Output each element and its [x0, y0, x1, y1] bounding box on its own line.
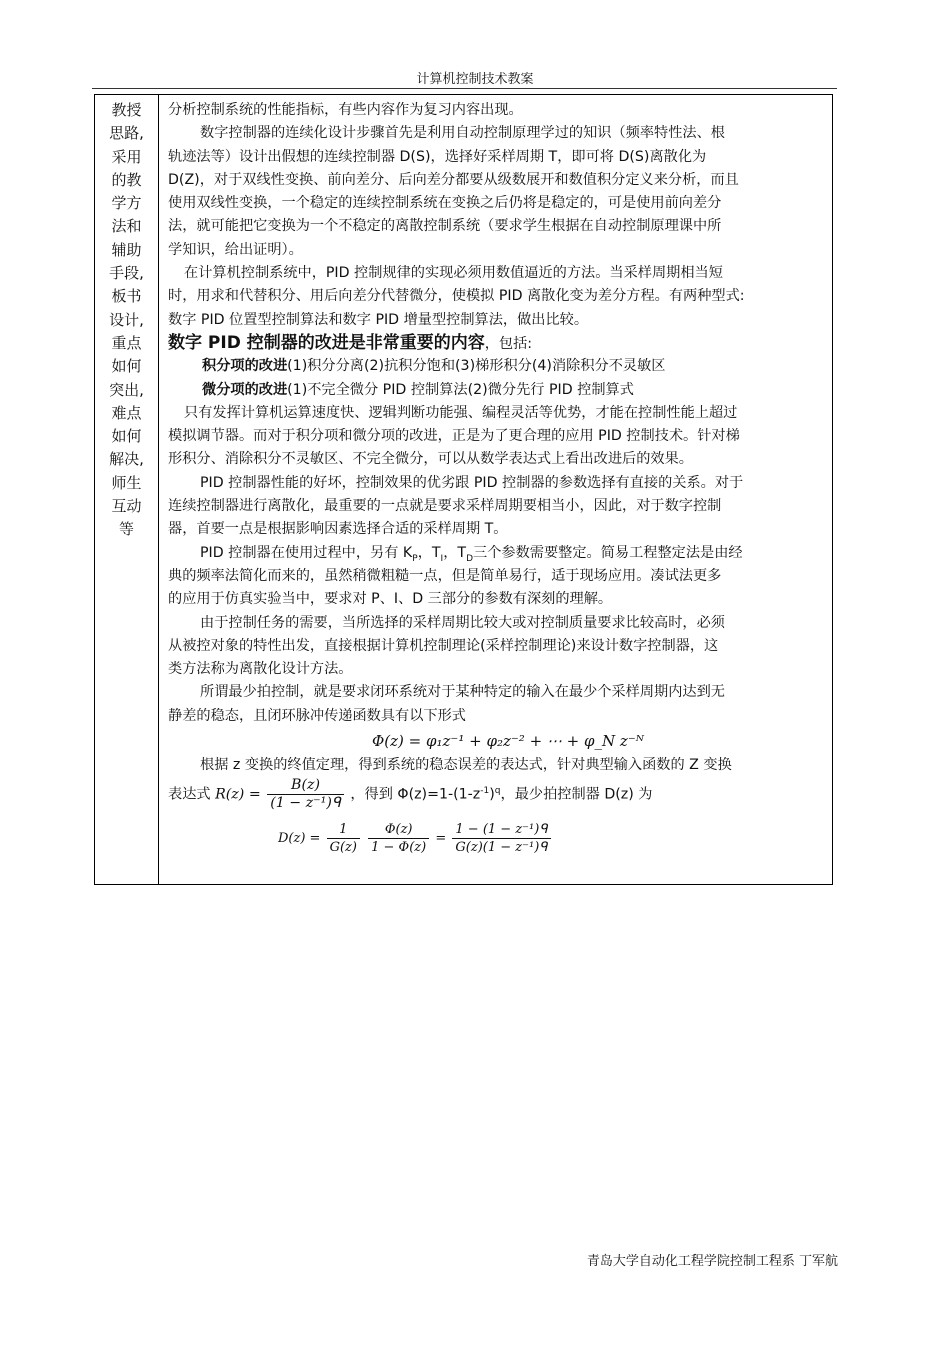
- row-label-line: 重点: [111, 333, 142, 352]
- text-line: 分析控制系统的性能指标，有些内容作为复习内容出现。: [168, 102, 523, 118]
- text-span: PID 控制器在使用过程中，另有 K: [200, 544, 413, 561]
- column-divider: [158, 95, 159, 884]
- text-line: 时，用求和代替积分、用后向差分代替微分，使模拟 PID 离散化变为差分方程。有两种型式:: [168, 288, 745, 305]
- text-line: 类方法称为离散化设计方法。: [168, 661, 353, 678]
- text-line: 数字控制器的连续化设计步骤首先是利用自动控制原理学过的知识（频率特性法、根: [200, 125, 725, 142]
- text-span: ，得到 Φ(z)=1-(1-z: [350, 786, 481, 803]
- row-label-column: [95, 99, 158, 542]
- row-label-line: 等: [118, 520, 134, 539]
- text-span: ，T: [443, 544, 467, 561]
- equals-sign: =: [435, 831, 447, 847]
- numerator: Φ(z): [368, 821, 429, 839]
- dz-lhs: D(z) =: [278, 831, 321, 847]
- improvement-heading: [168, 332, 828, 355]
- rz-fraction: [267, 777, 344, 812]
- lesson-table: [94, 94, 833, 885]
- text-line: 轨迹法等）设计出假想的连续控制器 D(S)，选择好采样周期 T，即可将 D(S)离散化为: [168, 148, 707, 165]
- text-line: 所谓最少拍控制，就是要求闭环系统对于某种特定的输入在最少个采样周期内达到无: [200, 684, 725, 701]
- denominator: 1 − Φ(z): [371, 840, 427, 856]
- text-line: 连续控制器进行离散化，最重要的一点就是要求采样周期要相当小，因此，对于数字控制: [168, 498, 722, 515]
- denominator: G(z): [329, 840, 357, 856]
- pid-params-line: [168, 542, 828, 565]
- text-span: 表达式: [168, 786, 211, 803]
- derivative-improvement-label: 微分项的改进: [202, 381, 288, 398]
- row-label-line: 板书: [111, 287, 142, 306]
- numerator: 1 − (1 − z⁻¹)ᑫ: [452, 821, 550, 839]
- text-line: 静差的稳态，且闭环脉冲传递函数具有以下形式: [168, 707, 466, 724]
- input-transform-line: [168, 777, 828, 811]
- row-label-line: 教授: [111, 101, 142, 119]
- dz-fraction-1: [327, 821, 360, 856]
- text-line: 使用双线性变换，一个稳定的连续控制系统在变换之后仍将是稳定的，可是使用前向差分: [168, 195, 722, 212]
- td-subscript: D: [466, 553, 473, 564]
- row-label-line: 手段,: [109, 264, 144, 283]
- row-label-line: 辅助: [111, 240, 142, 259]
- page-header: 计算机控制技术教案: [416, 72, 534, 87]
- text-line: 法，就可能把它变换为一个不稳定的离散控制系统（要求学生根据在自动控制原理课中所: [168, 218, 722, 235]
- derivative-improvement-items: (1)不完全微分 PID 控制算法(2)微分先行 PID 控制算式: [287, 381, 634, 398]
- row-label-line: 互动: [111, 497, 142, 516]
- page-footer: 青岛大学自动化工程学院控制工程系 丁军航: [586, 1254, 838, 1269]
- text-line: 在计算机控制系统中，PID 控制规律的实现必须用数值逼近的方法。当采样周期相当短: [184, 265, 723, 282]
- kp-subscript: P: [412, 553, 418, 564]
- row-label-line: 学方: [111, 194, 142, 213]
- text-line: 典的频率法简化而来的，虽然稍微粗糙一点，但是简单易行，适于现场应用。凑试法更多: [168, 567, 722, 584]
- header-rule: [92, 88, 837, 89]
- row-label-line: 法和: [111, 217, 142, 236]
- text-line: 的应用于仿真实验当中，要求对 P、I、D 三部分的参数有深刻的理解。: [168, 591, 613, 608]
- text-line: 学知识，给出证明）。: [168, 241, 303, 258]
- exponent: -1: [480, 786, 490, 797]
- text-span: 三个参数需要整定。简易工程整定法是由经: [473, 544, 743, 561]
- controller-formula: [168, 811, 828, 867]
- dz-fraction-3: [452, 821, 550, 856]
- rz-denominator: (1 − z⁻¹)ᑫ: [270, 795, 341, 812]
- improvement-heading-bold: 数字 PID 控制器的改进是非常重要的内容: [168, 332, 485, 353]
- text-line: 器，首要一点是根据影响因素选择合适的采样周期 T。: [168, 521, 508, 538]
- derivative-improvement-line: [168, 379, 828, 402]
- exponent: q: [494, 786, 501, 797]
- integral-improvement-items: (1)积分分离(2)抗积分饱和(3)梯形积分(4)消除积分不灵敏区: [287, 358, 666, 375]
- row-label-line: 如何: [111, 427, 142, 446]
- row-label-line: 如何: [111, 357, 142, 376]
- rz-lhs: R(z) =: [215, 786, 261, 803]
- row-label-line: 突出,: [109, 380, 144, 399]
- text-line: 从被控对象的特性出发，直接根据计算机控制理论(采样控制理论)来设计数字控制器，这: [168, 637, 719, 654]
- content-column: [168, 99, 828, 867]
- dz-fraction-2: [368, 821, 429, 856]
- text-line: D(Z)，对于双线性变换、前向差分、后向差分都要从级数展开和数值积分定义来分析，而且: [168, 171, 739, 188]
- text-line: 只有发挥计算机运算速度快、逻辑判断功能强、编程灵活等优势，才能在控制性能上超过: [184, 404, 738, 421]
- row-label-line: 思路,: [109, 124, 144, 143]
- text-span: ): [489, 786, 495, 803]
- numerator: 1: [327, 821, 360, 839]
- text-line: 数字 PID 位置型控制算法和数字 PID 增量型控制算法，做出比较。: [168, 311, 589, 328]
- closed-loop-formula: Φ(z) = φ₁z⁻¹ + φ₂z⁻² + ⋯ + φ_N z⁻ᴺ: [372, 732, 644, 751]
- text-span: ，最少拍控制器 D(z) 为: [500, 786, 653, 803]
- row-label-line: 采用: [111, 147, 142, 166]
- text-line: 由于控制任务的需要，当所选择的采样周期比较大或对控制质量要求比较高时，必须: [200, 614, 725, 631]
- row-label-line: 难点: [111, 403, 142, 422]
- row-label-line: 的教: [111, 170, 142, 189]
- row-label-line: 解决,: [109, 450, 144, 469]
- improvement-heading-rest: ，包括:: [484, 335, 533, 352]
- text-line: PID 控制器性能的好坏，控制效果的优劣跟 PID 控制器的参数选择有直接的关系。对于: [200, 474, 744, 491]
- text-line: 模拟调节器。而对于积分项和微分项的改进，正是为了更合理的应用 PID 控制技术。针对梯: [168, 428, 740, 445]
- text-line: 根据 z 变换的终值定理，得到系统的稳态误差的表达式，针对典型输入函数的 Z 变换: [200, 757, 732, 774]
- ti-subscript: I: [440, 553, 444, 564]
- integral-improvement-line: [168, 355, 828, 378]
- row-label-line: 师生: [111, 473, 142, 492]
- row-label-line: 设计,: [109, 310, 144, 329]
- text-line: 形积分、消除积分不灵敏区、不完全微分，可以从数学表达式上看出改进后的效果。: [168, 451, 693, 468]
- rz-numerator: B(z): [267, 777, 344, 795]
- denominator: G(z)(1 − z⁻¹)ᑫ: [455, 840, 548, 856]
- integral-improvement-label: 积分项的改进: [202, 358, 288, 375]
- text-span: ，T: [417, 544, 441, 561]
